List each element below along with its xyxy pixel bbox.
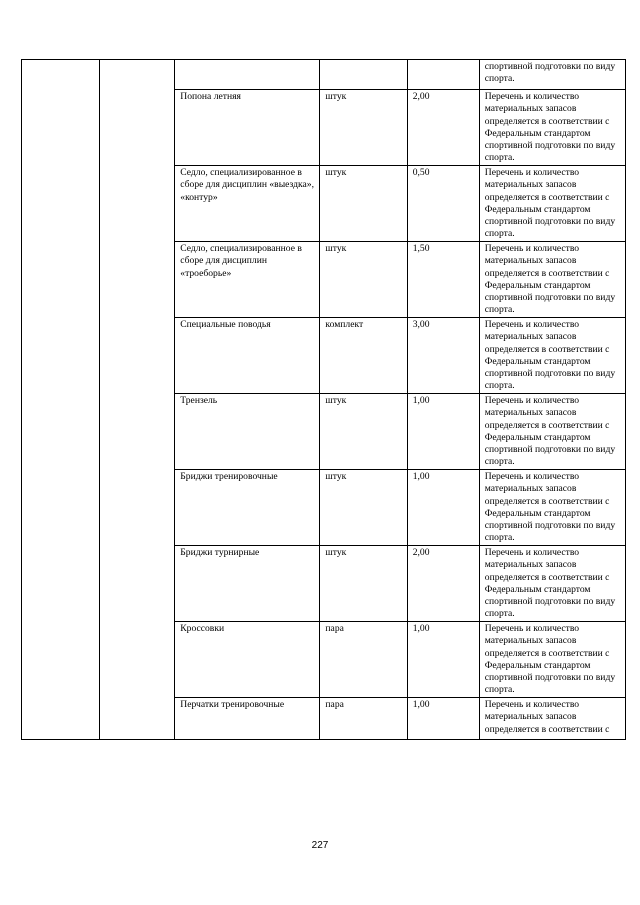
cell-name: Бриджи тренировочные <box>175 470 320 546</box>
cell-note: Перечень и количество материальных запасов определяется в соответствии с Федеральным стандартом спортивной подготовки по виду спорта. <box>479 394 625 470</box>
cell-name: Седло, специализированное в сборе для дисциплин «выездка», «контур» <box>175 166 320 242</box>
page-number: 227 <box>311 840 329 851</box>
cell-quantity: 1,50 <box>407 242 479 318</box>
cell-name: Бриджи турнирные <box>175 546 320 622</box>
materials-table <box>21 59 626 740</box>
cell-name: Перчатки тренировочные <box>175 698 320 740</box>
cell-unit: пара <box>320 698 407 740</box>
cell-quantity: 1,00 <box>407 622 479 698</box>
cell-name: Кроссовки <box>175 622 320 698</box>
cell-unit: штук <box>320 242 407 318</box>
cell-name: Трензель <box>175 394 320 470</box>
cell-note: спортивной подготовки по виду спорта. <box>479 60 625 90</box>
cell-note: Перечень и количество материальных запасов определяется в соответствии с Федеральным стандартом спортивной подготовки по виду спорта. <box>479 470 625 546</box>
cell-unit: штук <box>320 394 407 470</box>
cell-quantity: 1,00 <box>407 698 479 740</box>
cell-note: Перечень и количество материальных запасов определяется в соответствии с Федеральным стандартом спортивной подготовки по виду спорта. <box>479 546 625 622</box>
cell-quantity: 2,00 <box>407 546 479 622</box>
merged-cell-col1 <box>22 60 100 740</box>
cell-unit: пара <box>320 622 407 698</box>
cell-note: Перечень и количество материальных запасов определяется в соответствии с Федеральным стандартом спортивной подготовки по виду спорта. <box>479 318 625 394</box>
cell-name: Попона летняя <box>175 90 320 166</box>
cell-note: Перечень и количество материальных запасов определяется в соответствии с Федеральным стандартом спортивной подготовки по виду спорта. <box>479 242 625 318</box>
cell-quantity <box>407 60 479 90</box>
cell-quantity: 3,00 <box>407 318 479 394</box>
materials-table-body <box>22 60 626 740</box>
cell-unit: штук <box>320 166 407 242</box>
cell-name: Специальные поводья <box>175 318 320 394</box>
cell-unit: штук <box>320 470 407 546</box>
cell-quantity: 2,00 <box>407 90 479 166</box>
cell-unit: штук <box>320 90 407 166</box>
cell-quantity: 0,50 <box>407 166 479 242</box>
cell-note: Перечень и количество материальных запасов определяется в соответствии с <box>479 698 625 740</box>
cell-name: Седло, специализированное в сборе для дисциплин «троеборье» <box>175 242 320 318</box>
cell-unit: штук <box>320 546 407 622</box>
cell-quantity: 1,00 <box>407 394 479 470</box>
cell-note: Перечень и количество материальных запасов определяется в соответствии с Федеральным стандартом спортивной подготовки по виду спорта. <box>479 166 625 242</box>
cell-quantity: 1,00 <box>407 470 479 546</box>
cell-unit <box>320 60 407 90</box>
cell-name <box>175 60 320 90</box>
cell-note: Перечень и количество материальных запасов определяется в соответствии с Федеральным стандартом спортивной подготовки по виду спорта. <box>479 622 625 698</box>
cell-note: Перечень и количество материальных запасов определяется в соответствии с Федеральным стандартом спортивной подготовки по виду спорта. <box>479 90 625 166</box>
merged-cell-col2 <box>100 60 175 740</box>
continuation-row <box>22 60 626 90</box>
cell-unit: комплект <box>320 318 407 394</box>
